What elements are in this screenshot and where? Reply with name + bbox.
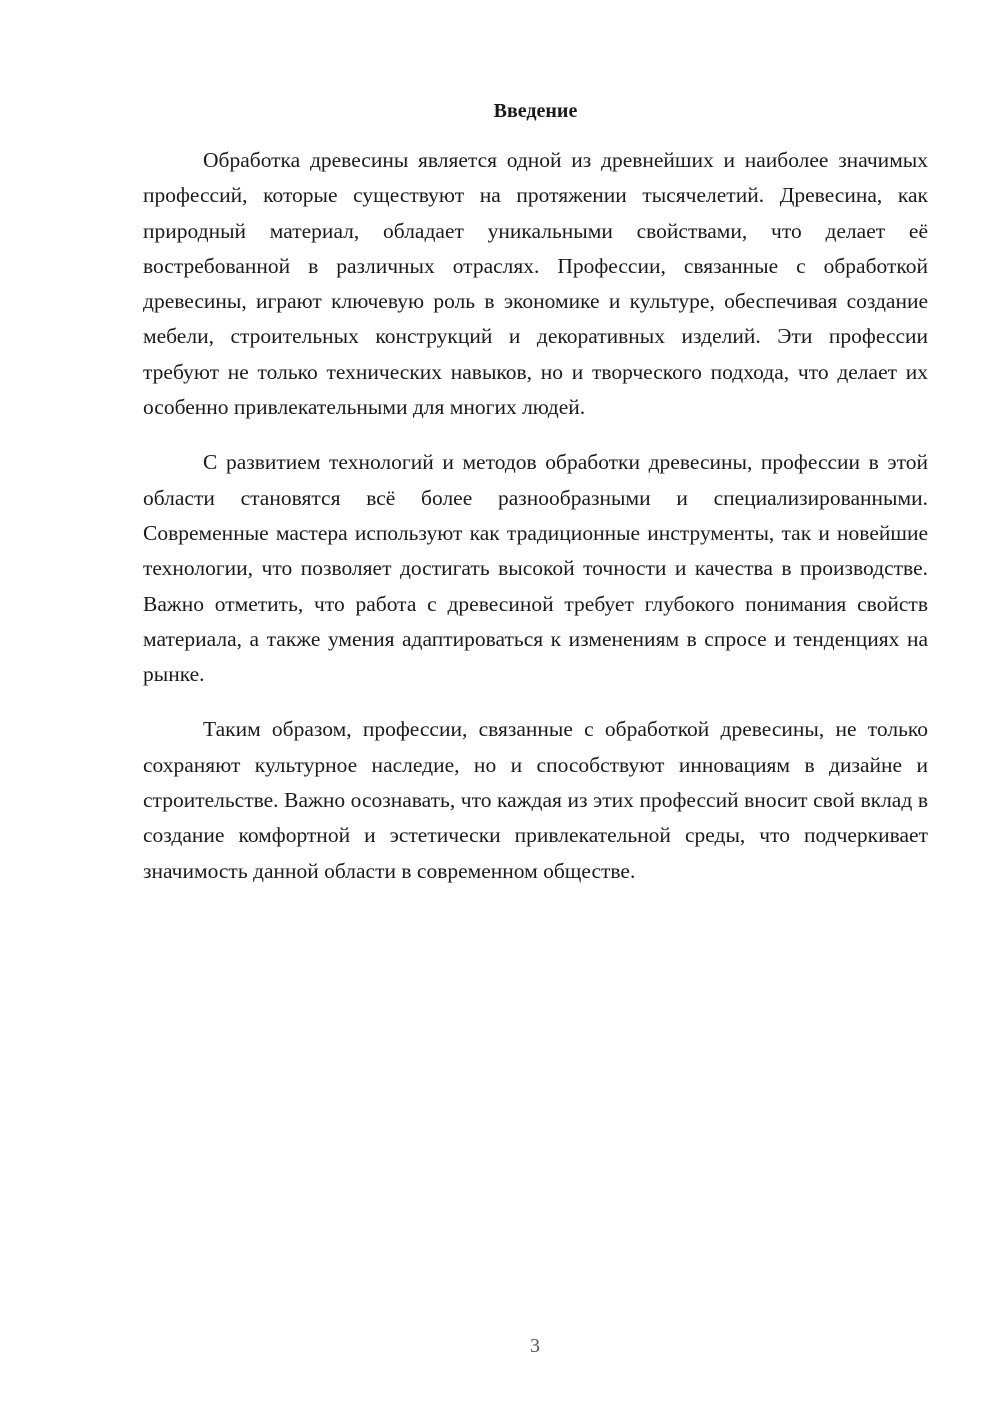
body-text (143, 143, 928, 909)
paragraph-1: Обработка древесины является одной из древнейших и наиболее значимых профессий, которые существуют на протяжении тысячелетий. Древесина, как природный материал, обладает уникальными свойствами, что делает её востребованной в различных отраслях. Профессии, связанные с обработкой древесины, играют ключевую роль в экономике и культуре, обеспечивая создание мебели, строительных конструкций и декоративных изделий. Эти профессии требуют не только технических навыков, но и творческого подхода, что делает их особенно привлекательными для многих людей. (143, 148, 928, 420)
page-number: 3 (530, 1335, 540, 1357)
paragraph-2: С развитием технологий и методов обработки древесины, профессии в этой области становятся всё более разнообразными и специализированными. Современные мастера используют как традиционные инструменты, так и новейшие технологии, что позволяет достигать высокой точности и качества в производстве. Важно отметить, что работа с древесиной требует глубокого понимания свойств материала, а также умения адаптироваться к изменениям в спросе и тенденциях на рынке. (143, 450, 928, 687)
section-title: Введение (493, 100, 578, 122)
paragraph-3: Таким образом, профессии, связанные с обработкой древесины, не только сохраняют культурное наследие, но и способствуют инновациям в дизайне и строительстве. Важно осознавать, что каждая из этих профессий вносит свой вклад в создание комфортной и эстетически привлекательной среды, что подчеркивает значимость данной области в современном обществе. (143, 717, 928, 883)
